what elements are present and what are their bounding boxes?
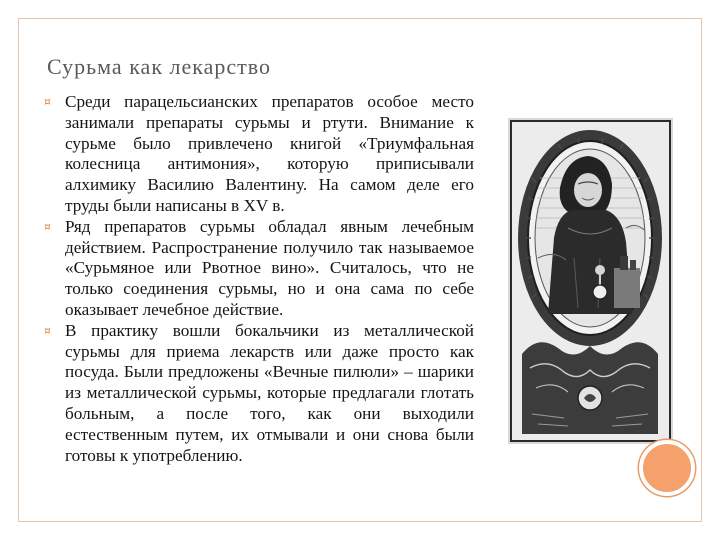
bullet-marker-icon: ¤ [44, 95, 51, 108]
slide-title: Сурьма как лекарство [47, 54, 271, 79]
engraving-portrait-image [508, 118, 673, 444]
bullet-list [44, 92, 474, 466]
bullet-marker-icon: ¤ [44, 219, 51, 233]
bullet-item [44, 92, 474, 217]
bullet-text: Среди парацельсианских препаратов особое место занимали препараты сурьмы и ртути. Внимание к сурьме было привлечено книгой «Триумфальная колесница антимония», которую приписывали алхимику Василию Валентину. На самом деле его труды были написаны в XV в. [65, 92, 474, 215]
bullet-item [44, 321, 474, 467]
bullet-item [44, 217, 474, 321]
bullet-text: В практику вошли бокальчики из металлической сурьмы для приема лекарств или даже просто как посуда. Были предложены «Вечные пилюли» – шарики из металлической сурьмы, которые предлагали глотать больным, а после того, как они выходили естественным путем, их отмывали и они снова были готовы к употреблению. [65, 320, 474, 465]
decorative-orange-circle [639, 440, 695, 496]
bullet-marker-icon: ¤ [44, 323, 51, 337]
bullet-text: Ряд препаратов сурьмы обладал явным лечебным действием. Распространение получило так называемое «Сурьмяное или Рвотное вино». Считалось, что не только соединения сурьмы, но и она сама по себе оказывает лечебное действие. [65, 216, 474, 319]
